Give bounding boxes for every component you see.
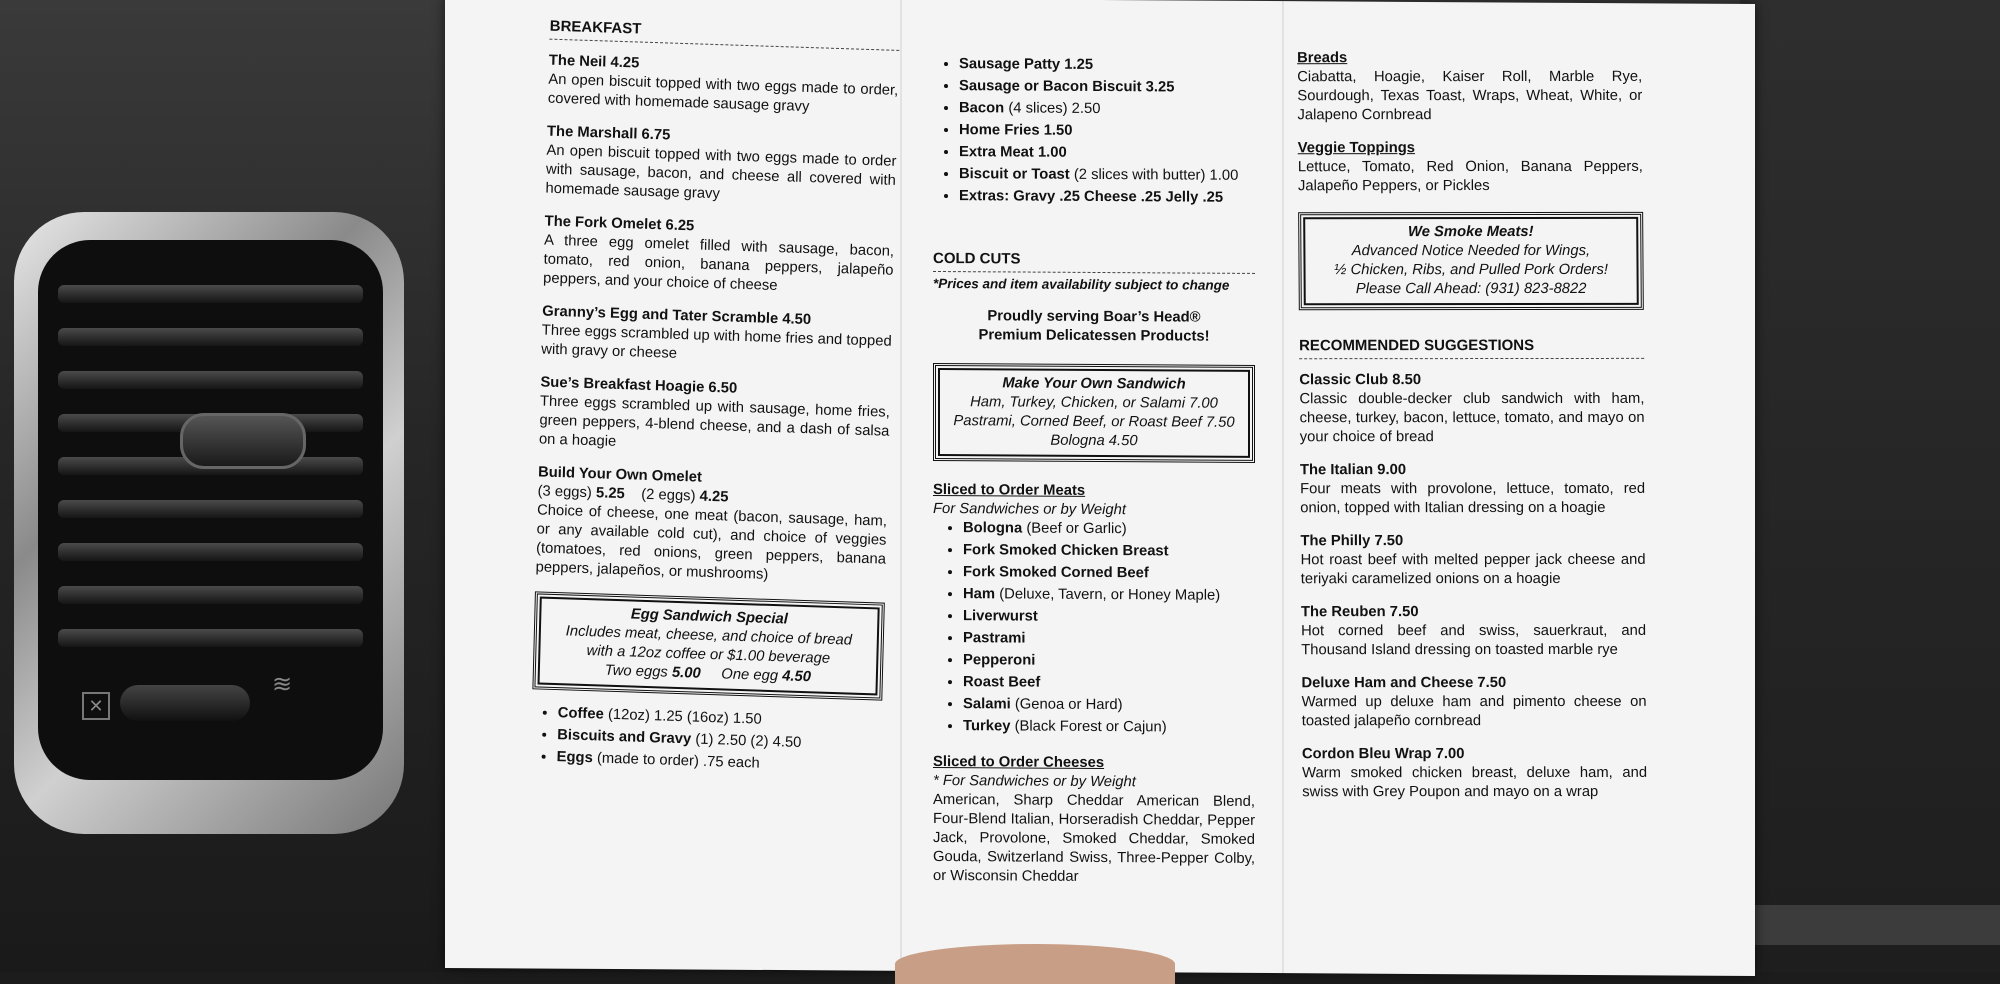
meat-detail: (Deluxe, Tavern, or Honey Maple) (999, 586, 1221, 604)
cheeses-text: American, Sharp Cheddar American Blend, Four-Blend Italian, Horseradish Cheddar, Pepper Jack, Provolone, Smoked Cheddar, Smoked Gouda, Switzerland Swiss, Three-Pepper Colby, or Wisconsin Cheddar (933, 791, 1255, 885)
list-item (963, 607, 1255, 628)
fold-line (900, 0, 902, 971)
cold-cuts-heading: COLD CUTS (933, 249, 1255, 274)
extra-detail: (1) 2.50 (2) 4.50 (695, 731, 802, 752)
meat-name: Fork Smoked Corned Beef (963, 564, 1149, 582)
box-title: Egg Sandwich Special (630, 606, 789, 628)
item-desc: Classic double-decker club sandwich with ham, cheese, turkey, bacon, lettuce, tomato, and mayo on your choice of bread (1299, 390, 1645, 446)
vent-slat (58, 328, 363, 346)
menu-paper (445, 0, 1755, 976)
side-name: Biscuit or Toast (959, 166, 1070, 183)
meat-detail: (Black Forest or Cajun) (1014, 718, 1167, 736)
meats-list (933, 519, 1255, 738)
item-desc: An open biscuit topped with two eggs made to order with sausage, bacon, and cheese all covered with homemade sausage gravy (545, 142, 897, 203)
holding-finger (895, 944, 1175, 984)
breads-text: Ciabatta, Hoagie, Kaiser Roll, Marble Rye, Sourdough, Texas Toast, Wraps, Wheat, White, or Jalapeno Cornbread (1297, 68, 1643, 124)
extra-name: Eggs (556, 749, 594, 767)
list-item (963, 563, 1255, 584)
meat-name: Bologna (963, 520, 1023, 537)
list-item (963, 673, 1255, 694)
menu-item (1302, 745, 1647, 802)
item-name: The Neil 4.25 (548, 52, 640, 72)
veggies-heading: Veggie Toppings (1297, 140, 1416, 157)
meat-name: Turkey (963, 718, 1011, 735)
box-line: Please Call Ahead: (931) 823-8822 (1355, 280, 1587, 298)
breakfast-column (530, 17, 900, 781)
smoke-meats-box (1298, 212, 1644, 310)
menu-item (545, 123, 897, 210)
list-item (959, 143, 1255, 164)
side-name: Sausage or Bacon Biscuit 3.25 (959, 78, 1175, 96)
menu-item (548, 52, 899, 120)
item-name: Cordon Bleu Wrap 7.00 (1301, 746, 1465, 763)
box-title: We Smoke Meats! (1407, 224, 1534, 241)
item-name: The Reuben 7.50 (1300, 604, 1419, 621)
list-item (963, 695, 1255, 716)
vent-slat (58, 500, 363, 518)
box-line: Pastrami, Corned Beef, or Roast Beef 7.50 (953, 413, 1235, 431)
menu-item (1301, 603, 1646, 660)
list-item (963, 651, 1255, 672)
list-item (959, 99, 1255, 120)
airflow-icon: ≋ (272, 671, 293, 698)
price-value: 5.00 (671, 664, 701, 682)
meat-detail: (Genoa or Hard) (1014, 696, 1123, 714)
side-name: Extras: Gravy .25 Cheese .25 Jelly .25 (959, 188, 1224, 206)
meat-name: Ham (963, 586, 996, 603)
vent-close-icon: ✕ (82, 692, 110, 720)
side-name: Home Fries 1.50 (959, 122, 1073, 139)
list-item (959, 55, 1255, 76)
vent-slat (58, 285, 363, 303)
meats-subtitle: For Sandwiches or by Weight (933, 500, 1126, 519)
extra-name: Biscuits and Gravy (556, 727, 692, 748)
vent-knob (180, 413, 306, 469)
side-name: Extra Meat 1.00 (959, 144, 1067, 161)
menu-item (539, 373, 891, 460)
box-title: Make Your Own Sandwich (1002, 375, 1186, 393)
item-desc: Warm smoked chicken breast, deluxe ham, and swiss with Grey Poupon and mayo on a wrap (1301, 764, 1648, 801)
meat-name: Pastrami (963, 630, 1026, 647)
item-desc: Four meats with provolone, lettuce, tomato, red onion, topped with Italian dressing on a hoagie (1300, 480, 1646, 517)
meat-name: Liverwurst (963, 608, 1038, 625)
list-item (963, 519, 1255, 540)
item-desc: Warmed up deluxe ham and pimento cheese on toasted jalapeño cornbread (1301, 693, 1647, 730)
box-line: Advanced Notice Needed for Wings, (1351, 242, 1591, 260)
menu-item (1299, 371, 1645, 447)
price-label: Two eggs (604, 662, 669, 681)
extra-detail: (12oz) 1.25 (16oz) 1.50 (607, 706, 762, 728)
price-value: 4.50 (781, 668, 812, 686)
egg-sandwich-special-box (532, 591, 884, 700)
side-name: Bacon (959, 100, 1005, 117)
item-desc: Hot roast beef with melted pepper jack cheese and teriyaki caramelized onions on a hoagie (1300, 551, 1646, 588)
menu-item (1300, 532, 1645, 589)
box-line: ½ Chicken, Ribs, and Pulled Pork Orders! (1334, 261, 1609, 279)
list-item (959, 77, 1255, 98)
extra-name: Coffee (557, 705, 605, 723)
boars-head-line: Proudly serving Boar’s Head® (987, 308, 1201, 326)
extra-detail: (made to order) .75 each (596, 750, 760, 772)
menu-item (1300, 461, 1645, 518)
item-name: Deluxe Ham and Cheese 7.50 (1301, 675, 1507, 692)
meats-heading: Sliced to Order Meats (933, 481, 1086, 499)
item-name: Classic Club 8.50 (1299, 372, 1422, 389)
box-line: Ham, Turkey, Chicken, or Salami 7.00 (970, 394, 1218, 412)
box-line: Bologna 4.50 (1050, 432, 1138, 450)
item-name: Build Your Own Omelet (537, 464, 703, 486)
meat-name: Fork Smoked Chicken Breast (963, 542, 1169, 560)
item-name: The Philly 7.50 (1300, 533, 1404, 550)
breakfast-heading: BREAKFAST (549, 17, 899, 51)
box-line: with a 12oz coffee or $1.00 beverage (586, 643, 831, 667)
price-label: One egg (721, 666, 779, 685)
box-line: Includes meat, cheese, and choice of bread (565, 623, 853, 649)
list-item (963, 585, 1255, 606)
menu-item (541, 302, 892, 370)
breakfast-extras-list (530, 703, 882, 777)
meat-name: Pepperoni (963, 652, 1036, 669)
price-note: *Prices and item availability subject to change (933, 275, 1230, 293)
breads-heading: Breads (1297, 50, 1348, 67)
vent-slat (58, 371, 363, 389)
make-your-own-sandwich-box (933, 363, 1255, 463)
item-desc: An open biscuit topped with two eggs made to order, covered with homemade sausage gravy (547, 71, 899, 116)
item-name: The Fork Omelet 6.25 (544, 213, 695, 235)
list-item (963, 629, 1255, 650)
side-detail: (2 slices with butter) 1.00 (1073, 166, 1239, 184)
item-name: Sue’s Breakfast Hoagie 6.50 (540, 374, 738, 397)
price-value: 5.25 (595, 485, 625, 503)
list-item (963, 541, 1255, 562)
cheeses-heading: Sliced to Order Cheeses (933, 753, 1105, 772)
dashboard-trim (1740, 905, 2000, 945)
boars-head-line: Premium Delicatessen Products! (978, 327, 1210, 345)
item-desc: Three eggs scrambled up with home fries and topped with gravy or cheese (541, 322, 892, 362)
vent-slat (58, 543, 363, 561)
list-item (959, 165, 1255, 186)
item-desc: A three egg omelet filled with sausage, bacon, tomato, red onion, banana peppers, jalapeño peppers, and your choice of cheese (542, 232, 895, 295)
price-label: (3 eggs) (537, 483, 593, 502)
item-name: The Marshall 6.75 (546, 123, 671, 144)
dashboard-panel (1740, 0, 2000, 972)
recommended-heading: RECOMMENDED SUGGESTIONS (1299, 336, 1644, 359)
cold-cuts-column (933, 55, 1255, 888)
recommended-column (1297, 49, 1647, 816)
item-desc: Choice of cheese, one meat (bacon, sausage, ham, or any available cold cut), and choice of veggies (tomatoes, red onions, green peppers, banana peppers, jalapeños, or mushrooms) (535, 502, 888, 583)
omelet-item (535, 463, 888, 588)
vent-slat (58, 586, 363, 604)
item-name: The Italian 9.00 (1299, 462, 1407, 479)
item-name: Granny’s Egg and Tater Scramble 4.50 (542, 303, 812, 329)
meat-detail: (Beef or Garlic) (1026, 520, 1127, 538)
list-item (959, 187, 1255, 208)
side-detail: (4 slices) 2.50 (1008, 100, 1101, 118)
menu-item (1301, 674, 1646, 731)
fold-line (1282, 1, 1284, 973)
price-label: (2 eggs) (641, 486, 696, 505)
item-desc: Hot corned beef and swiss, sauerkraut, and Thousand Island dressing on toasted marble rye (1301, 622, 1647, 659)
veggies-text: Lettuce, Tomato, Red Onion, Banana Peppers, Jalapeño Peppers, or Pickles (1297, 158, 1643, 195)
meat-name: Salami (963, 696, 1011, 713)
vent-slat (58, 629, 363, 647)
sides-list (933, 55, 1255, 208)
meat-name: Roast Beef (963, 674, 1041, 691)
list-item (963, 717, 1255, 738)
vent-roller (120, 685, 250, 721)
side-name: Sausage Patty 1.25 (959, 56, 1094, 73)
menu-item (543, 213, 895, 300)
cheeses-subtitle: * For Sandwiches or by Weight (933, 772, 1136, 791)
price-value: 4.25 (699, 488, 729, 506)
list-item (959, 121, 1255, 142)
item-desc: Three eggs scrambled up with sausage, home fries, green peppers, 4-blend cheese, and a dash of salsa on a hoagie (538, 393, 891, 450)
